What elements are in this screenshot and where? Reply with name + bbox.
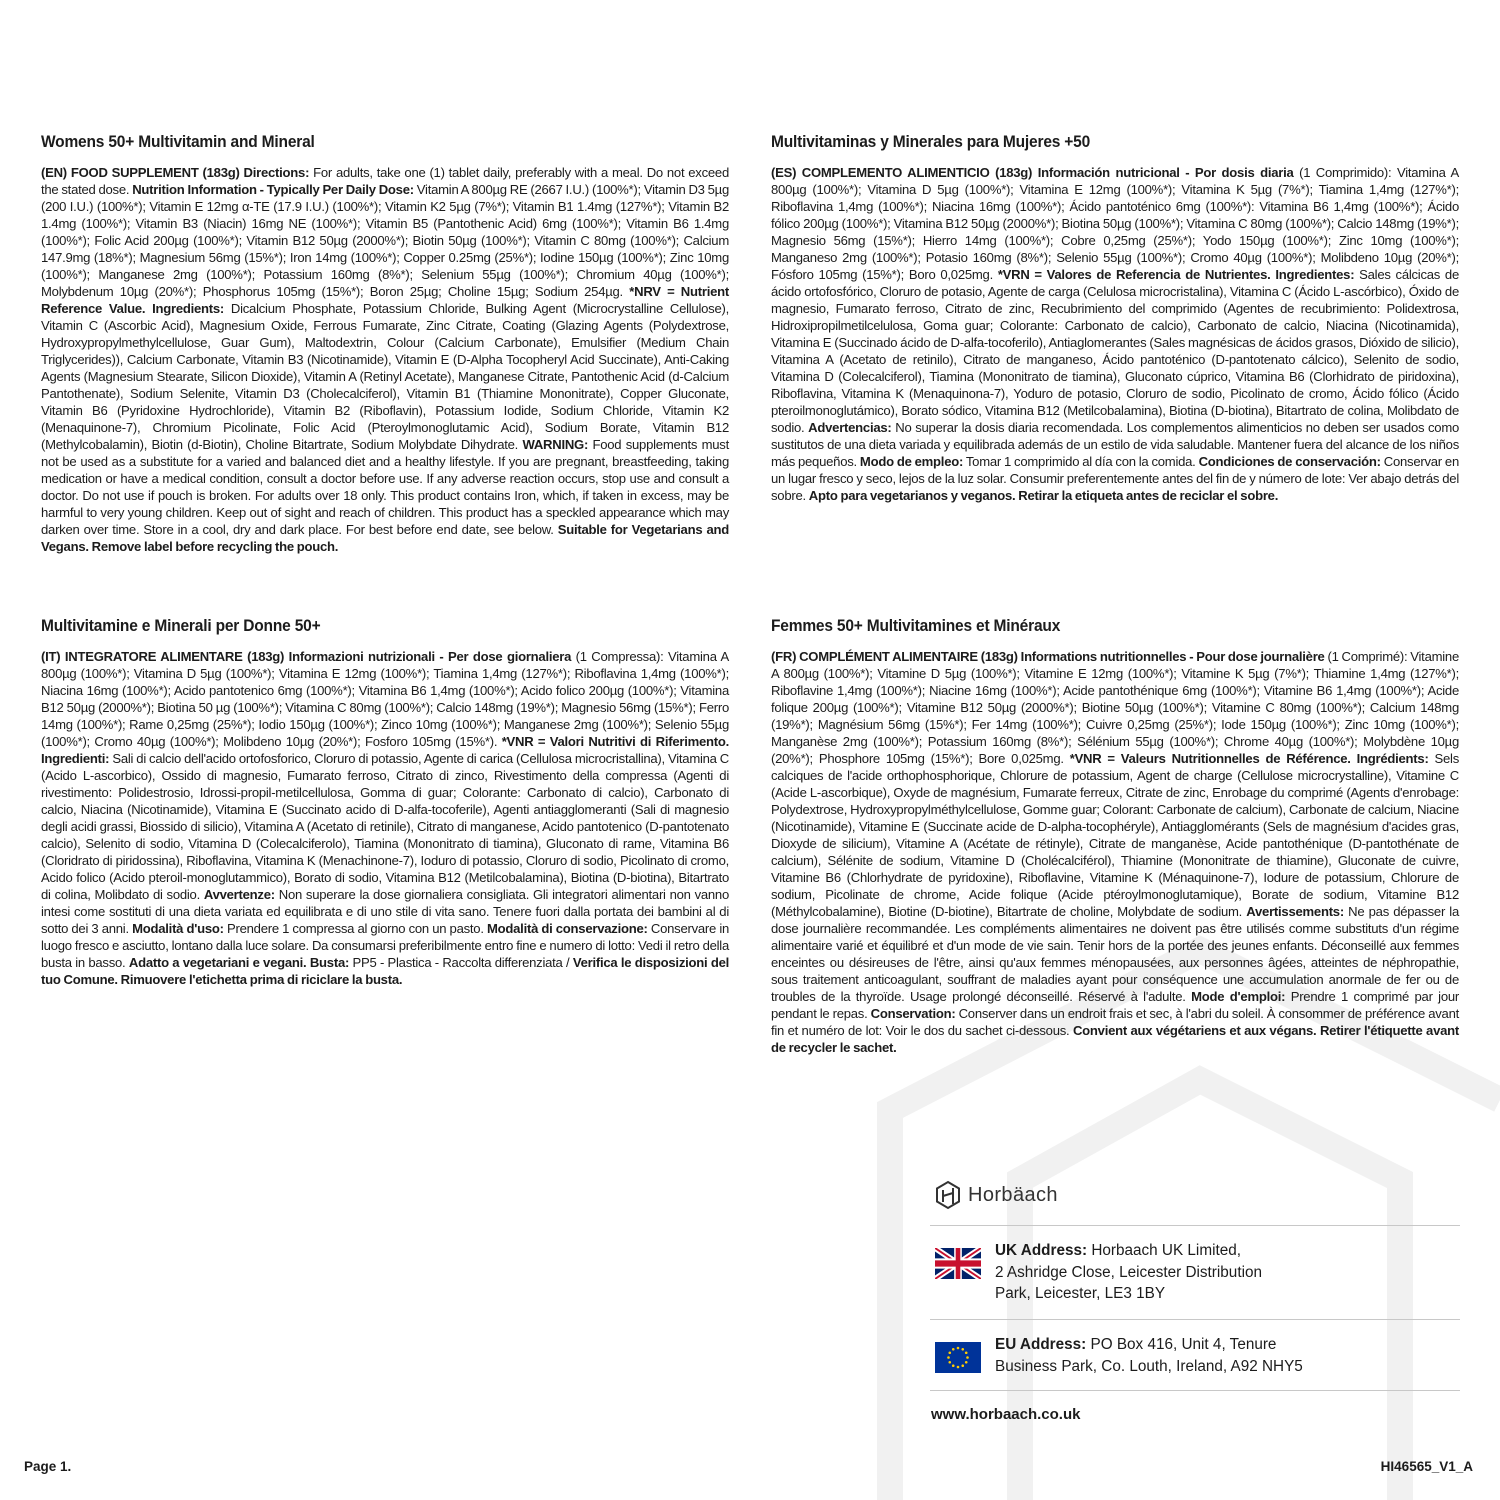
it-text-segment: (IT) INTEGRATORE ALIMENTARE (183g) Informazioni nutrizionali - Per dose giornaliera xyxy=(41,649,572,664)
it-text-segment: Non superare la dose giornaliera consigliata. Gli integratori alimentari non vanno intesi come sostituti di una dieta variata ed equilibrata e di uno stile di vita sano. Tenere fuori dalla portata dei bambini al di sotto dei 3 anni. xyxy=(41,887,729,936)
french-body xyxy=(771,648,1459,1056)
es-text-segment: Sales cálcicas de ácido ortofosfórico, Cloruro de potasio, Agente de carga (Celulosa microcristalina), Vitamina C (Ácido L-ascórbico), Óxido de magnesio, Fumarato ferroso, Citrato de zinc, Recubrimiento del comprimido (Agentes de recubrimiento: Polidextrosa, Hidroxipropilmetilcelulosa, Goma guar; Colorante: Carbonato de calcio), Carbonato de calcio, Niacina (Nicotinamida), Vitamina E (Succinado ácido de D-alfa-tocoferilo), Antiaglomerantes (Sales magnésicas de ácidos grasos, Dióxido de silicio), Vitamina A (Acetato de retinilo), Citrato de manganeso, Ácido pantoténico (D-pantotenato cálcico), Selenito de sodio, Vitamina D (Colecalciferol), Tiamina (Mononitrato de tiamina), Gluconato cúprico, Vitamina B6 (Clorhidrato de piridoxina), Riboflavina, Vitamina K (Menaquinona-7), Yoduro de potasio, Cloruro de sodio, Picolinato de cromo, Ácido fólico (Ácido pteroilmonoglutámico), Borato sódico, Vitamina B12 (Metilcobalamina), Biotina (D-biotina), Bitartrato de colina, Molibdato de sodio. xyxy=(771,267,1459,435)
es-text-segment: Condiciones de conservación: xyxy=(1198,454,1381,469)
en-text-segment: Suitable for Vegetarians and Vegans. Remove label before recycling the pouch. xyxy=(41,522,729,554)
it-text-segment: Verifica le disposizioni del tuo Comune. Rimuovere l'etichetta prima di riciclare la busta. xyxy=(41,955,729,987)
brand-name: Horbäach xyxy=(968,1183,1058,1206)
es-text-segment: *VRN = Valores de Referencia de Nutrientes. Ingredientes: xyxy=(997,267,1355,282)
italian-body xyxy=(41,648,729,988)
italian-title: Multivitamine e Minerali per Donne 50+ xyxy=(41,617,321,635)
es-text-segment: Advertencias: xyxy=(808,420,892,435)
fr-text-segment: Avertissements: xyxy=(1246,904,1344,919)
eu-star xyxy=(948,1351,951,1354)
en-text-segment: Dicalcium Phosphate, Potassium Chloride, Bulking Agent (Microcrystalline Cellulose), Vitamin C (Ascorbic Acid), Magnesium Oxide, Ferrous Fumarate, Zinc Citrate, Coating (Glazing Agents (Polydextrose, Hydroxypropylmethylcellulose, Guar Gum), Maltodextrin, Colour (Calcium Carbonate), Emulsifier (Medium Chain Triglycerides)), Calcium Carbonate, Vitamin B3 (Nicotinamide), Vitamin E (D-Alpha Tocopheryl Acid Succinate), Anti-Caking Agents (Magnesium Stearate, Silicon Dioxide), Vitamin A (Retinyl Acetate), Manganese Citrate, Pantothenic Acid (d-Calcium Pantothenate), Sodium Selenite, Vitamin D3 (Cholecalciferol), Vitamin B1 (Thiamine Mononitrate), Copper Gluconate, Vitamin B6 (Pyridoxine Hydrochloride), Vitamin B2 (Riboflavin), Potassium Iodide, Sodium Chloride, Vitamin K2 (Menaquinone-7), Chromium Picolinate, Folic Acid (Pteroylmonoglutamic Acid), Sodium Borate, Vitamin B12 (Methylcobalamin), Biotin (d-Biotin), Choline Bitartrate, Sodium Molybdate Dihydrate. xyxy=(41,301,729,452)
eu-star xyxy=(952,1348,955,1351)
es-text-segment: Apto para vegetarianos y veganos. Retirar la etiqueta antes de reciclar el sobre. xyxy=(808,488,1279,503)
uk-flag-icon xyxy=(935,1248,981,1279)
fr-text-segment: Convient aux végétariens et aux végans. Retirer l'étiquette avant de recycler le sachet. xyxy=(771,1023,1459,1055)
eu-star xyxy=(952,1364,955,1367)
eu-address-label: EU Address: xyxy=(995,1336,1087,1353)
eu-address-line2: Business Park, Co. Louth, Ireland, A92 NHY5 xyxy=(995,1357,1303,1375)
eu-star xyxy=(965,1351,968,1354)
fr-text-segment: Conserver dans un endroit frais et sec, à l'abri du soleil. À consommer de préférence avant fin et numéro de lot: Voir le dos du sachet ci-dessous. xyxy=(771,1006,1460,1038)
eu-star xyxy=(966,1356,969,1359)
it-text-segment: Sali di calcio dell'acido ortofosforico, Cloruro di potassio, Agente di carica (Cellulosa microcristallina), Vitamina C (Acido L-ascorbico), Ossido di magnesio, Fumarato ferroso, Citrato di zinco, Rivestimento della compressa (Agenti di rivestimento: Polidestrosio, Idrossi-propil-metilcellulosa, Gomma di guar; Colorante: Carbonato di calcio), Carbonato di calcio, Niacina (Nicotinamide), Vitamina E (Succinato acido di D-alfa-tocoferile), Agenti antiagglomeranti (Sali di magnesio degli acidi grassi, Biossido di silicio), Vitamina A (Acetato di retinile), Citrato di manganese, Acido pantotenico (D-pantotenato calcio), Selenito di sodio, Vitamina D (Colecalciferolo), Tiamina (Mononitrato di tiamina), Gluconato di rame, Vitamina B6 (Cloridrato di piridossina), Riboflavina, Vitamina K (Menachinone-7), Ioduro di potassio, Cloruro di sodio, Picolinato di cromo, Acido folico (Acido pteroil-monoglutammico), Borato di sodio, Vitamina B12 (Metilcobalamina), Biotina (D-biotina), Bitartrato di colina, Molibdato di sodio. xyxy=(41,751,729,902)
en-text-segment: (EN) FOOD SUPPLEMENT (183g) Directions: xyxy=(41,165,310,180)
fr-text-segment: (FR) COMPLÉMENT ALIMENTAIRE (183g) Informations nutritionnelles - Pour dose journalière xyxy=(771,649,1325,664)
eu-star xyxy=(957,1347,960,1350)
it-text-segment: Prendere 1 compressa al giorno con un pasto. xyxy=(223,921,487,936)
italian-section xyxy=(41,617,729,988)
en-text-segment: For adults, take one (1) tablet daily, preferably with a meal. Do not exceed the stated dose. xyxy=(41,165,729,197)
eu-star xyxy=(961,1348,964,1351)
en-text-segment: Vitamin A 800µg RE (2667 I.U.) (100%*); Vitamin D3 5µg (200 I.U.) (100%*); Vitamin E 12mg α-TE (17.9 I.U.) (100%*); Vitamin K2 5µg (7%*); Vitamin B1 1.4mg (127%*); Vitamin B2 1.4mg (100%*); Vitamin B3 (Niacin) 16mg NE (100%*); Vitamin B5 (Pantothenic Acid) 6mg (100%*); Vitamin B6 1.4mg (100%*); Folic Acid 200µg (100%*); Vitamin B12 50µg (2000%*); Biotin 50µg (100%*); Vitamin C 80mg (100%*); Calcium 147.9mg (18%*); Magnesium 56mg (15%*); Iron 14mg (100%*); Copper 0.25mg (25%*); Iodine 150µg (100%*); Zinc 10mg (100%*); Manganese 2mg (100%*); Potassium 160mg (8%*); Selenium 55µg (100%*); Chromium 40µg (100%*); Molybdenum 10µg (20%*); Phosphorus 105mg (15%*); Boron 25µg; Choline 15µg; Sodium 254µg. xyxy=(41,182,729,299)
eu-star xyxy=(961,1364,964,1367)
fr-text-segment: Mode d'emploi: xyxy=(1191,989,1286,1004)
eu-star xyxy=(957,1366,960,1369)
fr-text-segment: Sels calciques de l'acide orthophosphorique, Chlorure de potassium, Agent de charge (Cellulose microcrystalline), Vitamine C (Acide L-ascorbique), Oxyde de magnésium, Fumarate ferreux, Citrate de zinc, Enrobage du comprimé (Agents d'enrobage: Polydextrose, Hydroxypropylméthylcellulose, Gomme guar; Colorant: Carbonate de calcium), Carbonate de calcium, Niacine (Nicotinamide), Vitamine E (Succinate acide de D-alpha-tocophéryle), Antiagglomérants (Sels de magnésium d'acides gras, Dioxyde de silicium), Vitamine A (Acétate de rétinyle), Citrate de manganèse, Acide pantothénique (D-pantothénate de calcium), Sélénite de sodium, Vitamine D (Cholécalciférol), Thiamine (Mononitrate de thiamine), Gluconate de cuivre, Vitamine B6 (Chlorhydrate de pyridoxine), Riboflavine, Vitamine K (Ménaquinone-7), Iodure de potassium, Chlorure de sodium, Picolinate de chrome, Acide folique (Acide ptéroylmonoglutamique), Borate de sodium, Vitamine B12 (Méthylcobalamine), Biotine (D-biotine), Bitartrate de choline, Molybdate de sodium. xyxy=(771,751,1459,919)
uk-address-line2: 2 Ashridge Close, Leicester Distribution xyxy=(995,1263,1262,1281)
french-section xyxy=(771,617,1459,1056)
it-text-segment: Adatto a vegetariani e vegani. Busta: xyxy=(128,955,350,970)
fr-text-segment: Ne pas dépasser la dose journalière recommandée. Les compléments alimentaires ne doivent pas être utilisés comme substituts d'un régime alimentaire varié et équilibré et d'un mode de vie sain. Tenir hors de la portée des jeunes enfants. Déconseillé aux femmes enceintes ou désireuses de l'être, ainsi qu'aux femmes ménopausées, aux personnes âgées, atteintes de néphropathie, sous traitement anticoagulant, souffrant de maladies ayant pour conséquence une accumulation anormale de fer ou de troubles de la thyroïde. Usage prolongé déconseillé. Réservé à l'adulte. xyxy=(771,904,1459,1004)
es-text-segment: (1 Comprimido): Vitamina A 800µg (100%*); Vitamina D 5µg (100%*); Vitamina E 12mg (100%*); Vitamina K 5µg (7%*); Tiamina 1,4mg (127%*); Riboflavina 1,4mg (100%*); Niacina 16mg (100%*); Ácido pantoténico 6mg (100%*): Vitamina B6 1,4mg (100%*); Ácido fólico 200µg (100%*); Vitamina B12 50µg (2000%*); Biotina 50µg (100%*); Vitamina C 80mg (100%*); Calcio 148mg (19%*); Magnesio 56mg (15%*); Hierro 14mg (100%*); Cobre 0,25mg (25%*); Yodo 150µg (100%*); Zinc 10mg (100%*); Manganeso 2mg (100%*); Potasio 160mg (8%*); Selenio 55µg (100%*); Cromo 40µg (100%*); Molibdeno 10µg (20%*); Fósforo 105mg (15%*); Boro 0,025mg. xyxy=(771,165,1459,282)
uk-address xyxy=(935,1240,1262,1305)
english-body xyxy=(41,164,729,555)
website-link[interactable]: www.horbaach.co.uk xyxy=(931,1406,1081,1423)
es-text-segment: No superar la dosis diaria recomendada. Los complementos alimenticios no deben ser usados como sustitutos de una dieta variada y equilibrada además de un estilo de vida saludable. Mantener fuera del alcance de los niños más pequeños. xyxy=(771,420,1460,469)
eu-address-line1: PO Box 416, Unit 4, Tenure xyxy=(1086,1336,1277,1353)
french-title: Femmes 50+ Multivitamines et Minéraux xyxy=(771,617,1061,635)
it-text-segment: PP5 - Plastica - Raccolta differenziata / xyxy=(349,955,573,970)
english-section xyxy=(41,133,729,555)
it-text-segment: Avvertenze: xyxy=(203,887,275,902)
it-text-segment: Conservare in luogo fresco e asciutto, lontano dalla luce solare. Da consumarsi preferibilmente entro fine e numero di lotto: Vedi il retro della busta in basso. xyxy=(41,921,730,970)
spanish-body xyxy=(771,164,1459,504)
eu-star xyxy=(947,1356,950,1359)
eu-star xyxy=(965,1361,968,1364)
eu-flag-icon xyxy=(935,1342,981,1373)
eu-address xyxy=(935,1334,1303,1377)
fr-text-segment: Prendre 1 comprimé par jour pendant le repas. xyxy=(771,989,1459,1021)
eu-star xyxy=(948,1361,951,1364)
es-text-segment: Tomar 1 comprimido al día con la comida. xyxy=(963,454,1199,469)
english-title: Womens 50+ Multivitamin and Mineral xyxy=(41,133,315,151)
uk-address-label: UK Address: xyxy=(995,1242,1088,1259)
spanish-section xyxy=(771,133,1459,504)
es-text-segment: (ES) COMPLEMENTO ALIMENTICIO (183g) Información nutricional - Por dosis diaria xyxy=(771,165,1294,180)
spanish-title: Multivitaminas y Minerales para Mujeres +50 xyxy=(771,133,1091,151)
es-text-segment: Modo de empleo: xyxy=(859,454,964,469)
uk-address-line1: Horbaach UK Limited, xyxy=(1087,1242,1241,1259)
it-text-segment: Modalità di conservazione: xyxy=(487,921,648,936)
it-text-segment: *VNR = Valori Nutritivi di Riferimento. Ingredienti: xyxy=(41,734,730,766)
fr-text-segment: *VNR = Valeurs Nutritionnelles de Référence. Ingrédients: xyxy=(1069,751,1429,766)
es-text-segment: Conservar en un lugar fresco y seco, lejos de la luz solar. Consumir preferentemente antes del fin de y número de lote: Ver abajo detrás del sobre. xyxy=(771,454,1459,503)
fr-text-segment: (1 Comprimé): Vitamine A 800µg (100%*); Vitamine D 5µg (100%*); Vitamine E 12mg (100%*); Vitamine K 5µg (7%*); Thiamine 1,4mg (127%*); Riboflavine 1,4mg (100%*); Niacine 16mg (100%*); Acide pantothénique 6mg (100%*); Vitamine B6 1,4mg (100%*); Acide folique 200µg (100%*); Vitamine B12 50µg (2000%*); Biotine 50µg (100%*); Vitamine C 80mg (100%*); Calcium 148mg (19%*); Magnésium 56mg (15%*); Fer 14mg (100%*); Cuivre 0,25mg (25%*); Iode 150µg (100%*); Zinc 10mg (100%*); Manganèse 2mg (100%*); Potassium 160mg (8%*); Sélénium 55µg (100%*); Chrome 40µg (100%*); Molybdène 10µg (20%*); Phosphore 105mg (15%*); Bore 0,025mg. xyxy=(771,649,1459,766)
it-text-segment: (1 Compressa): Vitamina A 800µg (100%*); Vitamina D 5µg (100%*); Vitamina E 12mg (100%*); Tiamina 1,4mg (127%*); Riboflavina 1,4mg (100%*); Niacina 16mg (100%*); Acido pantotenico 6mg (100%*); Vitamina B6 1,4mg (100%*); Acido folico 200µg (100%*); Vitamina B12 50µg (2000%*); Biotina 50 µg (100%*); Vitamina C 80mg (100%*); Calcio 148mg (19%*); Magnesio 56mg (15%*); Ferro 14mg (100%*); Rame 0,25mg (25%*); Iodio 150µg (100%*); Zinco 10mg (100%*); Manganese 2mg (100%*); Selenio 55µg (100%*); Cromo 40µg (100%*); Molibdeno 10µg (20%*); Fosforo 105mg (15%*). xyxy=(41,649,729,749)
it-text-segment: Modalità d'uso: xyxy=(132,921,224,936)
en-text-segment: *NRV = Nutrient Reference Value. Ingredients: xyxy=(41,284,729,316)
document-code: HI46565_V1_A xyxy=(1380,1459,1473,1474)
uk-address-line3: Park, Leicester, LE3 1BY xyxy=(995,1285,1166,1302)
divider xyxy=(930,1319,1460,1320)
brand-logo xyxy=(935,1180,1058,1210)
en-text-segment: Food supplements must not be used as a substitute for a varied and balanced diet and a healthy lifestyle. If you are pregnant, breastfeeding, taking medication or have a medical condition, consult a doctor before use. If any adverse reaction occurs, stop use and consult a doctor. Do not use if pouch is broken. For adults over 18 only. This product contains Iron, which, if taken in excess, may be harmful to very young children. Keep out of sight and reach of children. This product has a speckled appearance which may darken over time. Store in a cool, dry and dark place. For best before end date, see below. xyxy=(41,437,729,537)
fr-text-segment: Conservation: xyxy=(870,1006,956,1021)
en-text-segment: Nutrition Information - Typically Per Daily Dose: xyxy=(132,182,414,197)
horbaach-logo-icon xyxy=(935,1180,961,1210)
page-number: Page 1. xyxy=(24,1459,72,1474)
divider xyxy=(930,1390,1460,1391)
divider xyxy=(930,1225,1460,1226)
en-text-segment: WARNING: xyxy=(522,437,589,452)
